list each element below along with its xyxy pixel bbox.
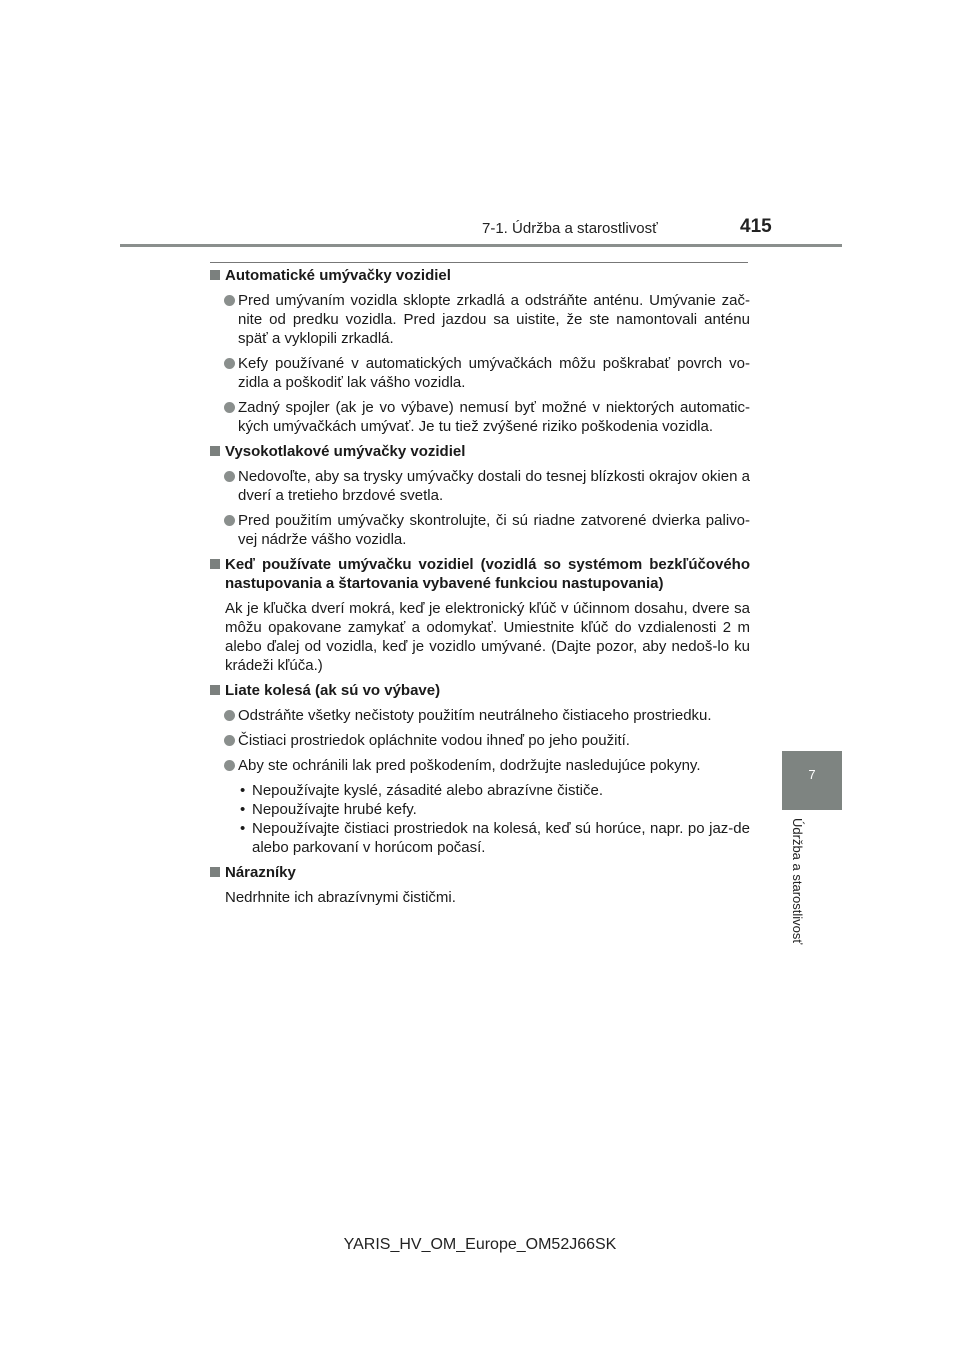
- footer-doc-code: YARIS_HV_OM_Europe_OM52J66SK: [343, 1236, 617, 1253]
- circle-bullet-icon: [224, 515, 235, 526]
- chapter-tab: [782, 751, 842, 810]
- circle-bullet-icon: [224, 710, 235, 721]
- header-section-title: 7-1. Údržba a starostlivosť: [482, 220, 658, 237]
- circle-bullet-icon: [224, 402, 235, 413]
- sub-item: • Nepoužívajte čistiaci prostriedok na kolesá, keď sú horúce, napr. po jaz-de alebo parkovaní v horúcom počasí.: [240, 820, 750, 856]
- content-rule: [210, 262, 748, 263]
- section-heading: Keď používate umývačku vozidiel (vozidlá so systémom bezkľúčového nastupovania a štartovania vybavené funkciou nastupovania): [210, 555, 750, 593]
- page-content: [210, 266, 750, 907]
- bullet-item: Nedovoľte, aby sa trysky umývačky dostali do tesnej blízkosti okrajov okien a dverí a tretieho brzdové svetla.: [210, 467, 750, 505]
- bullet-item: Kefy používané v automatických umývačkách môžu poškrabať povrch vo-zidla a poškodiť lak vášho vozidla.: [210, 354, 750, 392]
- circle-bullet-icon: [224, 358, 235, 369]
- section-heading: Nárazníky: [210, 863, 750, 882]
- bullet-item: Aby ste ochránili lak pred poškodením, dodržujte nasledujúce pokyny.: [210, 756, 750, 775]
- small-dot-icon: •: [240, 782, 246, 799]
- sub-item: • Nepoužívajte kyslé, zásadité alebo abrazívne čističe.: [240, 782, 604, 799]
- page-number: 415: [740, 216, 772, 237]
- bullet-item: Pred použitím umývačky skontrolujte, či sú riadne zatvorené dvierka palivo-vej nádrže vášho vozidla.: [210, 511, 750, 549]
- square-bullet-icon: [210, 685, 220, 695]
- square-bullet-icon: [210, 446, 220, 456]
- square-bullet-icon: [210, 270, 220, 280]
- circle-bullet-icon: [224, 471, 235, 482]
- circle-bullet-icon: [224, 735, 235, 746]
- square-bullet-icon: [210, 867, 220, 877]
- section-paragraph: Nedrhnite ich abrazívnymi čističmi.: [225, 889, 456, 906]
- small-dot-icon: •: [240, 801, 246, 818]
- sub-item: • Nepoužívajte hrubé kefy.: [240, 801, 417, 818]
- bullet-item: Čistiaci prostriedok opláchnite vodou ihneď po jeho použití.: [210, 731, 750, 750]
- small-dot-icon: •: [240, 820, 246, 837]
- section-paragraph: Ak je kľučka dverí mokrá, keď je elektronický kľúč v účinnom dosahu, dvere sa môžu opakovane zamykať a odomykať. Umiestnite kľúč do vzdialenosti 2 m alebo ďalej od vozidla, keď je vozidlo umývané. (Dajte pozor, aby nedoš-lo ku krádeži kľúča.): [225, 600, 750, 674]
- circle-bullet-icon: [224, 295, 235, 306]
- bullet-item: Zadný spojler (ak je vo výbave) nemusí byť možné v niektorých automatic-kých umývačkách umývať. Je tu tiež zvýšené riziko poškodenia vozidla.: [210, 398, 750, 436]
- bullet-item: Odstráňte všetky nečistoty použitím neutrálneho čistiaceho prostriedku.: [210, 706, 750, 725]
- header-rule: [120, 244, 842, 247]
- chapter-number: 7: [808, 767, 816, 782]
- square-bullet-icon: [210, 559, 220, 569]
- section-heading: Liate kolesá (ak sú vo výbave): [210, 681, 750, 700]
- section-heading: Vysokotlakové umývačky vozidiel: [210, 442, 750, 461]
- circle-bullet-icon: [224, 760, 235, 771]
- chapter-side-label: Údržba a starostlivosť: [790, 818, 805, 945]
- section-heading: Automatické umývačky vozidiel: [210, 266, 750, 285]
- bullet-item: Pred umývaním vozidla sklopte zrkadlá a odstráňte anténu. Umývanie zač-nite od predku vozidla. Pred jazdou sa uistite, že ste namontovali anténu späť a vyklopili zrkadlá.: [210, 291, 750, 348]
